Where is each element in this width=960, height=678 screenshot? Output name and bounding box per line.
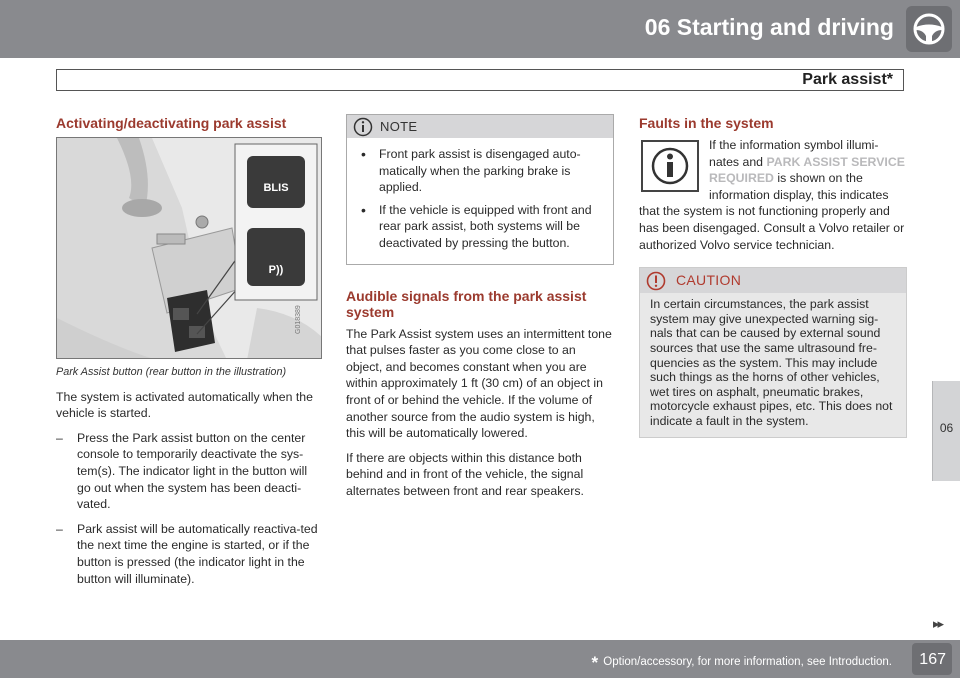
section-title: Park assist*: [802, 71, 893, 88]
caution-header: [640, 268, 906, 293]
faults-text-a: If the information symbol illumi-nates and: [709, 138, 879, 169]
figure-caption: Park Assist button (rear button in the illustration): [56, 366, 287, 378]
caution-label: CAUTION: [676, 272, 742, 289]
page-footer: [0, 640, 960, 678]
park-assist-illustration: [56, 137, 322, 359]
list-item: – Press the Park assist button on the center console to temporarily deactivate the sys-tem(s). The indicator light in the button will go out when the system has been deacti-vated.: [56, 430, 324, 513]
list-item: • Front park assist is disengaged auto-matically when the parking brake is applied.: [357, 146, 603, 196]
intro-paragraph: The system is activated automatically when the vehicle is started.: [56, 389, 313, 421]
faults-text: [639, 137, 907, 253]
steering-wheel-icon: [906, 6, 952, 52]
information-symbol-icon: [641, 140, 699, 192]
column-note-audible: [346, 112, 614, 508]
caution-box: [639, 267, 907, 437]
footnote: [591, 653, 892, 673]
list-item: – Park assist will be automatically reactiva-ted the next time the engine is started, or if the button is pressed (the indicator light in the button will illuminate).: [56, 521, 324, 587]
page-header: [0, 0, 960, 58]
column-faults: [639, 112, 907, 438]
heading-audible-signals: Audible signals from the park assist system: [346, 287, 587, 320]
footnote-asterisk: *: [591, 653, 599, 672]
caution-text: In certain circumstances, the park assist system may give unexpected warning sig-nals that can be caused by external sound sources that use the same ultrasound fre-quencies as the system. This may include such things as the horns of other vehicles, wet tires on asphalt, pneumatic brakes, motorcycle exhaust pipes, etc. This does not indicate a fault in the system.: [650, 297, 893, 428]
note-box: [346, 114, 614, 265]
note-label: NOTE: [380, 119, 418, 134]
footnote-text: Option/accessory, for more information, see Introduction.: [603, 656, 892, 668]
park-assist-service-required: PARK ASSIST SERVICE REQUIRED: [709, 154, 905, 186]
column-activating: [56, 112, 324, 595]
heading-faults: Faults in the system: [639, 115, 774, 131]
section-bar: [56, 69, 904, 91]
figure-code: G018389: [295, 305, 302, 334]
page-number: 167: [912, 643, 952, 675]
list-item: • If the vehicle is equipped with front and rear park assist, both systems will be deactivated by pressing the button.: [357, 202, 603, 252]
note-header: [347, 115, 613, 138]
note-list: [347, 138, 613, 264]
chapter-tab: 06: [932, 381, 960, 481]
instruction-list: [56, 430, 324, 587]
audible-paragraph-1: The Park Assist system uses an intermittent tone that pulses faster as you come close to an object, and becomes constant when you are within approximately 1 ft (30 cm) of an object in front of or behind the vehicle. If the volume of another source from the audio system is high, this will be automatically lowered.: [346, 326, 612, 441]
heading-activating: Activating/deactivating park assist: [56, 115, 287, 131]
audible-paragraph-2: If there are objects within this distance both behind and in front of the vehicle, the signal alternates between front and rear speakers.: [346, 450, 584, 498]
next-page-arrows-icon: ▸▸: [932, 616, 942, 631]
chapter-title: 06 Starting and driving: [644, 14, 894, 40]
exclamation-circle-icon: [646, 271, 666, 296]
info-circle-icon: [353, 117, 373, 142]
faults-text-b: is shown on the information display, this indicates that the system is not functioning properly and has been disengaged. Consult a Volvo retailer or authorized Volvo service technician.: [639, 171, 905, 252]
park-assist-button-label: P)): [268, 264, 284, 276]
blis-button-label: BLIS: [263, 182, 289, 194]
